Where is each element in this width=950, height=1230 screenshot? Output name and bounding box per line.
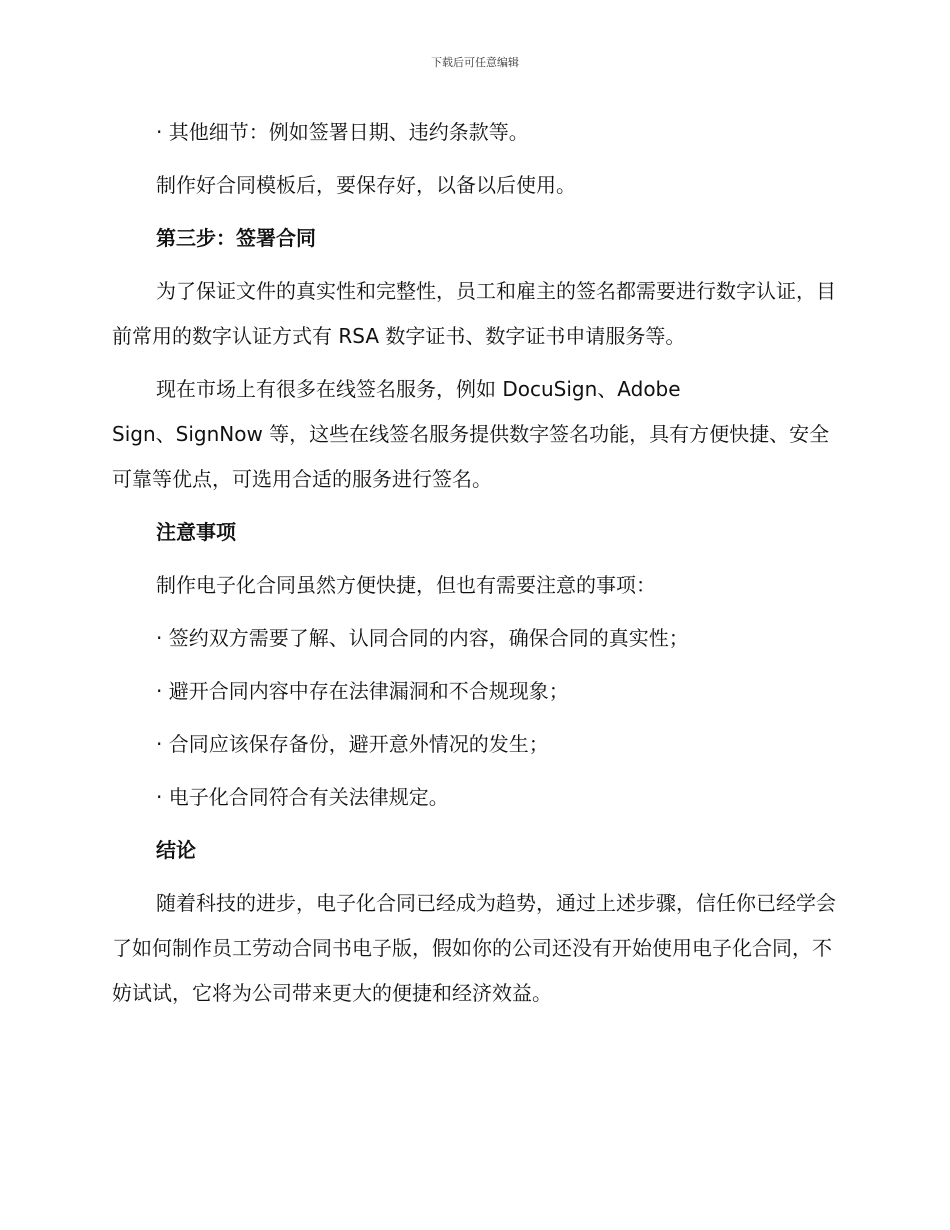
bullet-note-2: · 避开合同内容中存在法律漏洞和不合规现象； (156, 679, 569, 703)
bullet-note-3: · 合同应该保存备份，避开意外情况的发生； (156, 732, 549, 756)
document-body (112, 110, 838, 1016)
paragraph-online-signature (112, 367, 838, 502)
bullet-other-details: · 其他细节：例如签署日期、违约条款等。 (156, 120, 529, 144)
heading-conclusion: 结论 (156, 838, 196, 862)
heading-notes: 注意事项 (156, 520, 236, 544)
paragraph-notes-intro: 制作电子化合同虽然方便快捷，但也有需要注意的事项： (156, 573, 656, 597)
page-header: 下载后可任意编辑 (431, 56, 519, 69)
paragraph-digital-certification: 为了保证文件的真实性和完整性，员工和雇主的签名都需要进行数字认证，目前常用的数字认证方式有 RSA 数字证书、数字证书申请服务等。 (112, 279, 836, 348)
heading-step-three: 第三步：签署合同 (156, 226, 316, 250)
paragraph-online-signature-rest: Sign、SignNow 等，这些在线签名服务提供数字签名功能，具有方便快捷、安全可靠等优点，可选用合适的服务进行签名。 (112, 422, 830, 491)
bullet-note-1: · 签约双方需要了解、认同合同的内容，确保合同的真实性； (156, 626, 689, 650)
paragraph-online-signature-line1: 现在市场上有很多在线签名服务，例如 DocuSign、Adobe (156, 377, 681, 401)
bullet-note-4: · 电子化合同符合有关法律规定。 (156, 785, 449, 809)
paragraph-save-template: 制作好合同模板后，要保存好，以备以后使用。 (156, 173, 576, 197)
paragraph-conclusion: 随着科技的进步，电子化合同已经成为趋势，通过上述步骤，信任你已经学会了如何制作员工劳动合同书电子版，假如你的公司还没有开始使用电子化合同，不妨试试，它将为公司带来更大的便捷和经济效益。 (112, 891, 836, 1005)
